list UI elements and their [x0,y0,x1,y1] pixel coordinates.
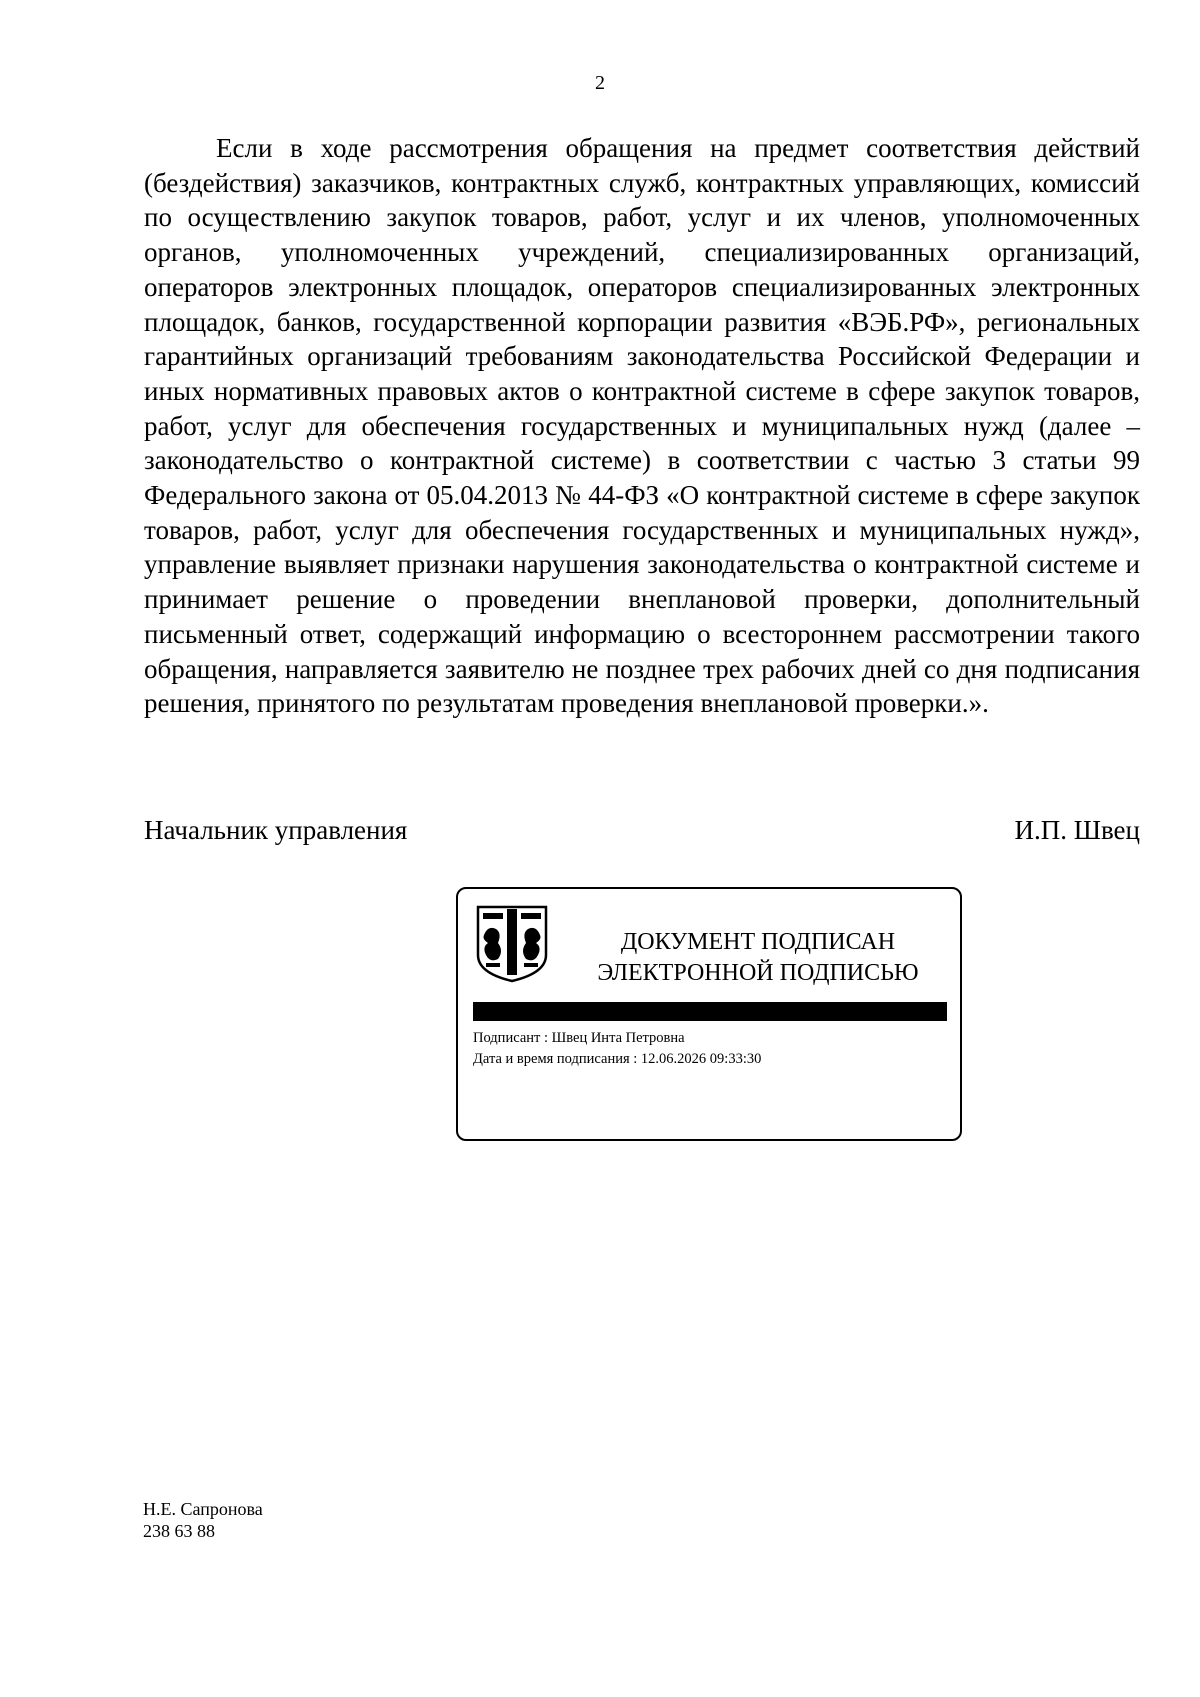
stamp-title-line2: ЭЛЕКТРОННОЙ ПОДПИСЬЮ [597,960,919,986]
executor-phone: 238 63 88 [143,1521,215,1541]
electronic-signature-stamp [456,887,962,1141]
signer-name: И.П. Швец [1014,815,1140,845]
stamp-title-line1: ДОКУМЕНТ ПОДПИСАН [620,929,896,955]
body-paragraph: Если в ходе рассмотрения обращения на предмет соответствия действий (бездействия) заказчиков, контрактных служб, контрактных управляющих, комиссий по осуществлению закупок товаров, работ, услуг и их членов, уполномоченных органов, уполномоченных учреждений, специализированных организаций, операторов электронных площадок, операторов специализированных электронных площадок, банков, государственной корпорации развития «ВЭБ.РФ», региональных гарантийных организаций требованиям законодательства Российской Федерации и иных нормативных правовых актов о контрактной системе в сфере закупок товаров, работ, услуг для обеспечения государственных и муниципальных нужд (далее – законодательство о контрактной системе) в соответствии с частью 3 статьи 99 Федерального закона от 05.04.2013 № 44-ФЗ «О контрактной системе в сфере закупок товаров, работ, услуг для обеспечения государственных и муниципальных нужд», управление выявляет признаки нарушения законодательства о контрактной системе и принимает решение о проведении внеплановой проверки, дополнительный письменный ответ, содержащий информацию о всестороннем рассмотрении такого обращения, направляется заявителю не позднее трех рабочих дней со дня подписания решения, принятого по результатам проведения внеплановой проверки.». [144,133,1140,719]
executor-name: Н.Е. Сапронова [143,1499,263,1519]
page-number: 2 [595,72,605,94]
coat-of-arms-icon [474,903,550,983]
stamp-black-bar [473,1002,947,1021]
signer-position: Начальник управления [144,815,408,845]
executor-info [143,1498,263,1542]
stamp-signer: Подписант : Швец Инта Петровна [473,1030,685,1046]
stamp-title [568,927,948,989]
stamp-signed-at: Дата и время подписания : 12.06.2026 09:33:30 [473,1051,762,1067]
